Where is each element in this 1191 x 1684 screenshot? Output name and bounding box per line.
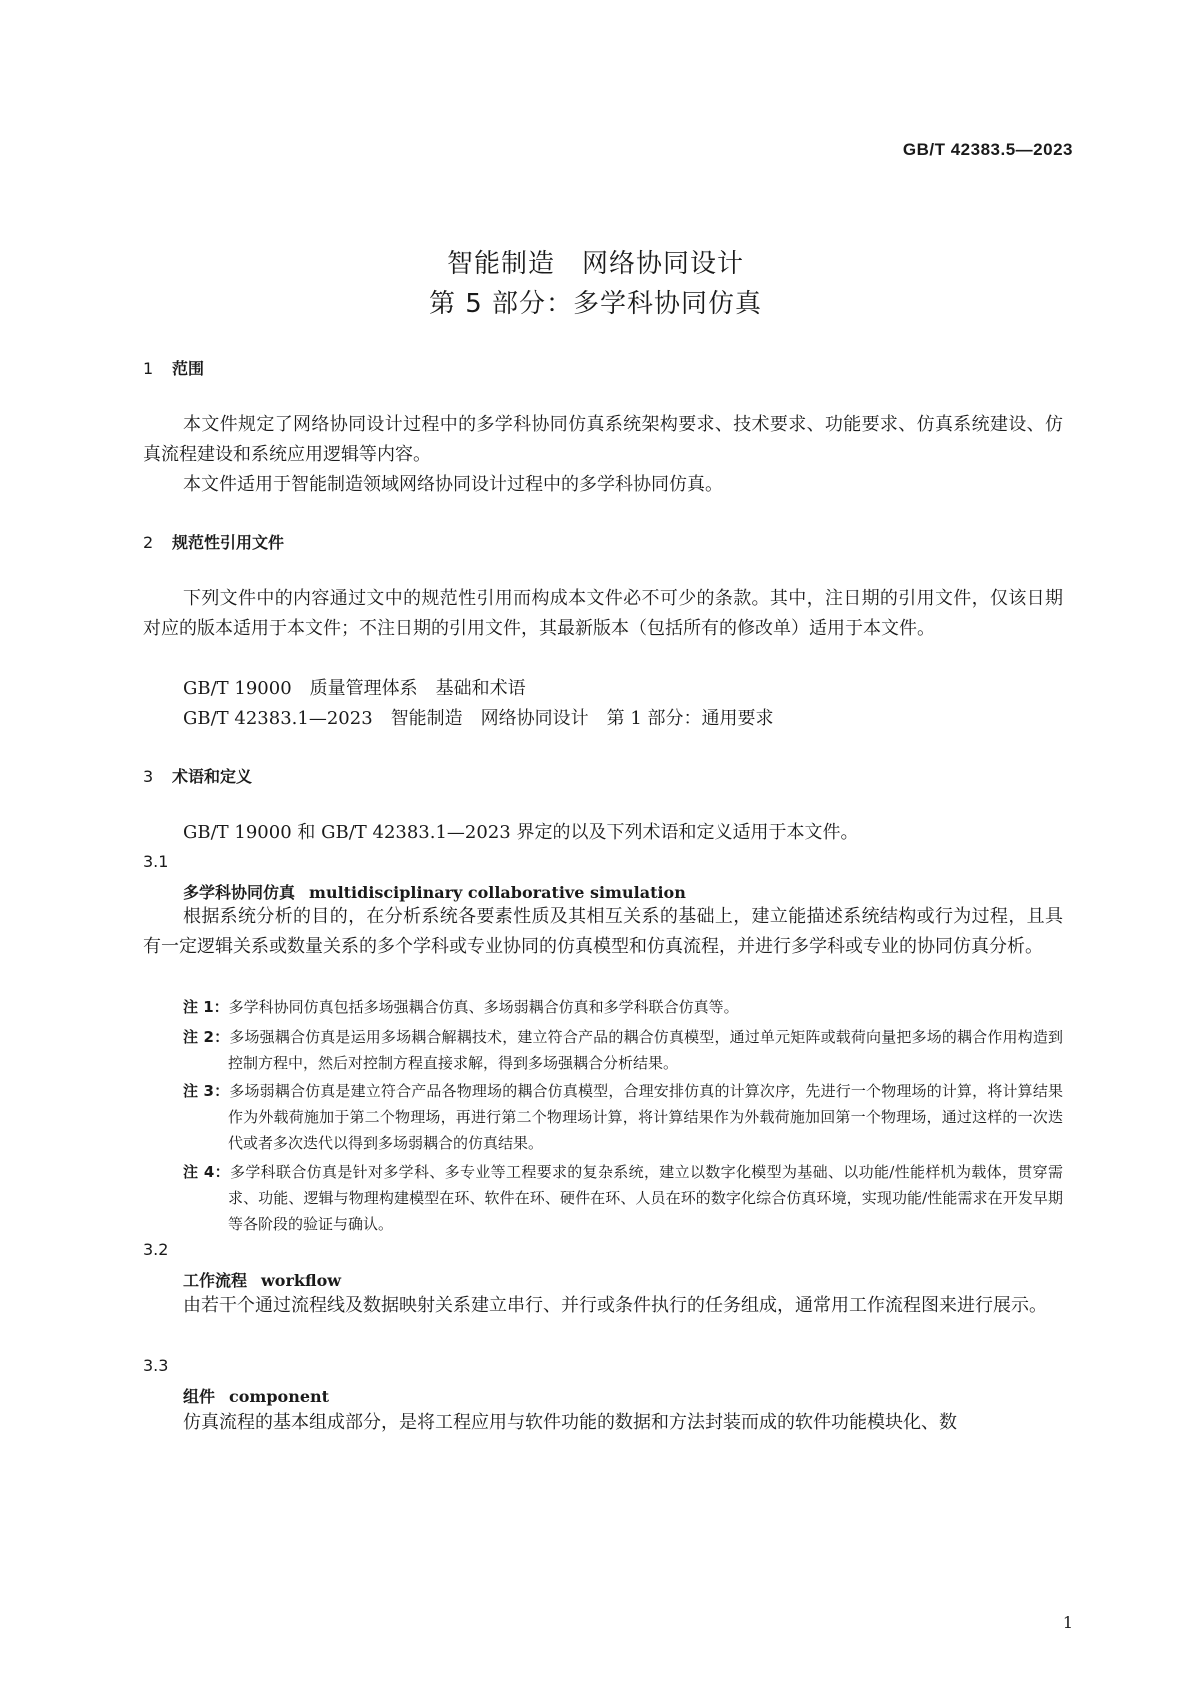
term-3-1-note-1	[183, 994, 1063, 1020]
term-3-3-zh: 组件	[183, 1387, 216, 1406]
term-3-1-note-4	[183, 1159, 1063, 1237]
term-3-2-definition: 由若干个通过流程线及数据映射关系建立串行、并行或条件执行的任务组成，通常用工作流程图来进行展示。	[183, 1295, 1047, 1316]
section-1-paragraph-2: 本文件适用于智能制造领域网络协同设计过程中的多学科协同仿真。	[183, 474, 723, 495]
term-3-1-en: multidisciplinary collaborative simulation	[309, 883, 686, 902]
section-3-paragraph-1: GB/T 19000 和 GB/T 42383.1—2023 界定的以及下列术语和定义适用于本文件。	[183, 822, 859, 843]
section-2-heading	[143, 530, 284, 553]
term-3-1-definition: 根据系统分析的目的，在分析系统各要素性质及其相互关系的基础上，建立能描述系统结构或行为过程，且具有一定逻辑关系或数量关系的多个学科或专业协同的仿真模型和仿真流程，并进行多学科或专业的协同仿真分析。	[143, 906, 1063, 957]
section-1-paragraph-1: 本文件规定了网络协同设计过程中的多学科协同仿真系统架构要求、技术要求、功能要求、仿真系统建设、仿真流程建设和系统应用逻辑等内容。	[143, 414, 1063, 465]
document-title-line-1: 智能制造 网络协同设计	[446, 249, 744, 279]
document-title-line-2: 第 5 部分：多学科协同仿真	[428, 289, 763, 319]
note-2-label: 注 2：	[183, 1028, 230, 1046]
term-3-3-number: 3.3	[143, 1356, 169, 1375]
term-3-2-zh: 工作流程	[183, 1271, 248, 1290]
note-4-text: 多学科联合仿真是针对多学科、多专业等工程要求的复杂系统，建立以数字化模型为基础、以功能/性能样机为载体，贯穿需求、功能、逻辑与物理构建模型在环、软件在环、硬件在环、人员在环的数字化综合仿真环境，实现功能/性能需求在开发早期等各阶段的验证与确认。	[228, 1163, 1063, 1233]
term-3-1-note-2	[183, 1024, 1063, 1076]
term-3-1-note-3	[183, 1078, 1063, 1156]
note-3-text: 多场弱耦合仿真是建立符合产品各物理场的耦合仿真模型，合理安排仿真的计算次序，先进行一个物理场的计算，将计算结果作为外载荷施加于第二个物理场，再进行第二个物理场计算，将计算结果作为外载荷施加回第一个物理场，通过这样的一次迭代或者多次迭代以得到多场弱耦合的仿真结果。	[228, 1082, 1063, 1152]
term-3-1-heading	[183, 880, 686, 903]
section-1-title: 范围	[172, 359, 205, 378]
section-3-number: 3	[143, 767, 154, 786]
section-2-title: 规范性引用文件	[172, 533, 285, 552]
term-3-3-heading	[183, 1384, 329, 1407]
note-2-text: 多场强耦合仿真是运用多场耦合解耦技术，建立符合产品的耦合仿真模型，通过单元矩阵或载荷向量把多场的耦合作用构造到控制方程中，然后对控制方程直接求解，得到多场强耦合分析结果。	[228, 1028, 1063, 1072]
term-3-2-number: 3.2	[143, 1240, 169, 1259]
term-3-2-en: workflow	[261, 1271, 342, 1290]
note-4-label: 注 4：	[183, 1163, 230, 1181]
term-3-3-en: component	[229, 1387, 330, 1406]
section-1-number: 1	[143, 359, 154, 378]
section-3-heading	[143, 764, 252, 787]
term-3-2-heading	[183, 1268, 341, 1291]
page-number: 1	[1062, 1613, 1073, 1632]
note-1-text: 多学科协同仿真包括多场强耦合仿真、多场弱耦合仿真和多学科联合仿真等。	[228, 998, 739, 1016]
section-3-title: 术语和定义	[172, 767, 253, 786]
standard-code: GB/T 42383.5—2023	[902, 140, 1073, 159]
note-1-label: 注 1：	[183, 998, 229, 1016]
section-1-heading	[143, 356, 204, 379]
term-3-1-zh: 多学科协同仿真	[183, 883, 296, 902]
term-3-3-definition: 仿真流程的基本组成部分，是将工程应用与软件功能的数据和方法封装而成的软件功能模块化、数	[183, 1412, 957, 1433]
section-2-number: 2	[143, 533, 154, 552]
section-2-paragraph-1: 下列文件中的内容通过文中的规范性引用而构成本文件必不可少的条款。其中，注日期的引用文件，仅该日期对应的版本适用于本文件；不注日期的引用文件，其最新版本（包括所有的修改单）适用于本文件。	[143, 588, 1063, 639]
note-3-label: 注 3：	[183, 1082, 230, 1100]
term-3-1-number: 3.1	[143, 852, 169, 871]
normative-reference-2: GB/T 42383.1—2023 智能制造 网络协同设计 第 1 部分：通用要求	[183, 708, 774, 729]
normative-reference-1: GB/T 19000 质量管理体系 基础和术语	[183, 678, 526, 699]
